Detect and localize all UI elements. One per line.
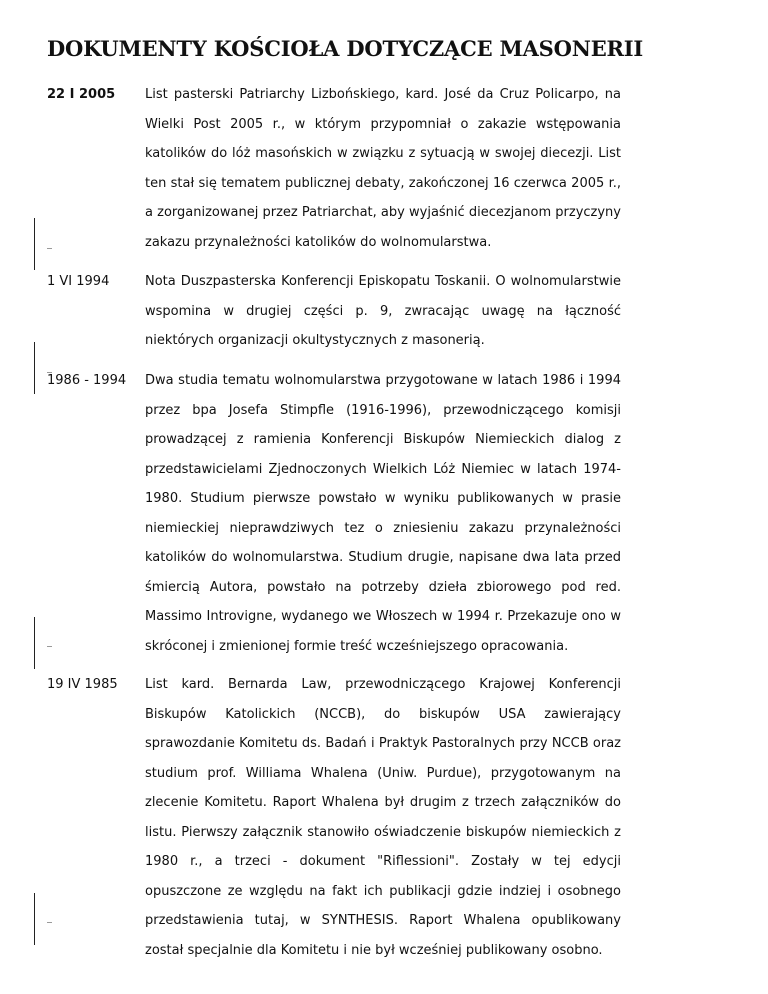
- entry-date: 1 VI 1994: [47, 274, 110, 289]
- entry-date: 19 IV 1985: [47, 677, 118, 692]
- entry-description: Dwa studia tematu wolnomularstwa przygotowane w latach 1986 i 1994 przez bpa Josefa Stimpfle (1916-1996), przewodniczącego komisji prowadzącej z ramienia Konferencji Biskupów Niemieckich dialog z przedstawicielami Zjednoczonych Wielkich Lóż Niemiec w latach 1974-1980. Studium pierwsze powstało w wyniku publikowanych w prasie niemieckiej nieprawdziwych tez o zniesieniu zakazu przynależności katolików do wolnomularstwa. Studium drugie, napisane dwa lata przed śmiercią Autora, powstało na potrzeby dzieła zbiorowego pod red. Massimo Introvigne, wydanego we Włoszech w 1994 r. Przekazuje ono w skróconej i zmienionej formie treść wcześniejszego opracowania.: [145, 373, 621, 654]
- margin-bar: [34, 617, 35, 669]
- separator-mark: [47, 646, 52, 647]
- entry-date: 1986 - 1994: [47, 373, 127, 388]
- separator-mark: [47, 248, 52, 249]
- entry-description: List kard. Bernarda Law, przewodniczącego Krajowej Konferencji Biskupów Katolickich (NCCB), do biskupów USA zawierający sprawozdanie Komitetu ds. Badań i Praktyk Pastoralnych przy NCCB oraz studium prof. Williama Whalena (Uniw. Purdue), przygotowanym na zlecenie Komitetu. Raport Whalena był drugim z trzech załączników do listu. Pierwszy załącznik stanowiło oświadczenie biskupów niemieckich z 1980 r., a trzeci - dokument "Riflessioni". Zostały w tej edycji opuszczone ze względu na fakt ich publikacji gdzie indziej i osobnego przedstawienia tutaj, w SYNTHESIS. Raport Whalena opublikowany został specjalnie dla Komitetu i nie był wcześniej publikowany osobno.: [145, 677, 621, 958]
- separator-mark: [47, 922, 52, 923]
- page-title: DOKUMENTY KOŚCIOŁA DOTYCZĄCE MASONERII: [47, 36, 644, 61]
- margin-bar: [34, 893, 35, 945]
- entry-date: 22 I 2005: [47, 87, 116, 102]
- entry-description: List pasterski Patriarchy Lizbońskiego, kard. José da Cruz Policarpo, na Wielki Post 2005 r., w którym przypomniał o zakazie wstępowania katolików do lóż masońskich w związku z sytuacją w swojej diecezji. List ten stał się tematem publicznej debaty, zakończonej 16 czerwca 2005 r., a zorganizowanej przez Patriarchat, aby wyjaśnić diecezjanom przyczyny zakazu przynależności katolików do wolnomularstwa.: [145, 87, 621, 250]
- margin-bar: [34, 342, 35, 394]
- margin-bar: [34, 218, 35, 270]
- entry-description: Nota Duszpasterska Konferencji Episkopatu Toskanii. O wolnomularstwie wspomina w drugiej części p. 9, zwracając uwagę na łączność niektórych organizacji okultystycznych z masonerią.: [145, 274, 621, 348]
